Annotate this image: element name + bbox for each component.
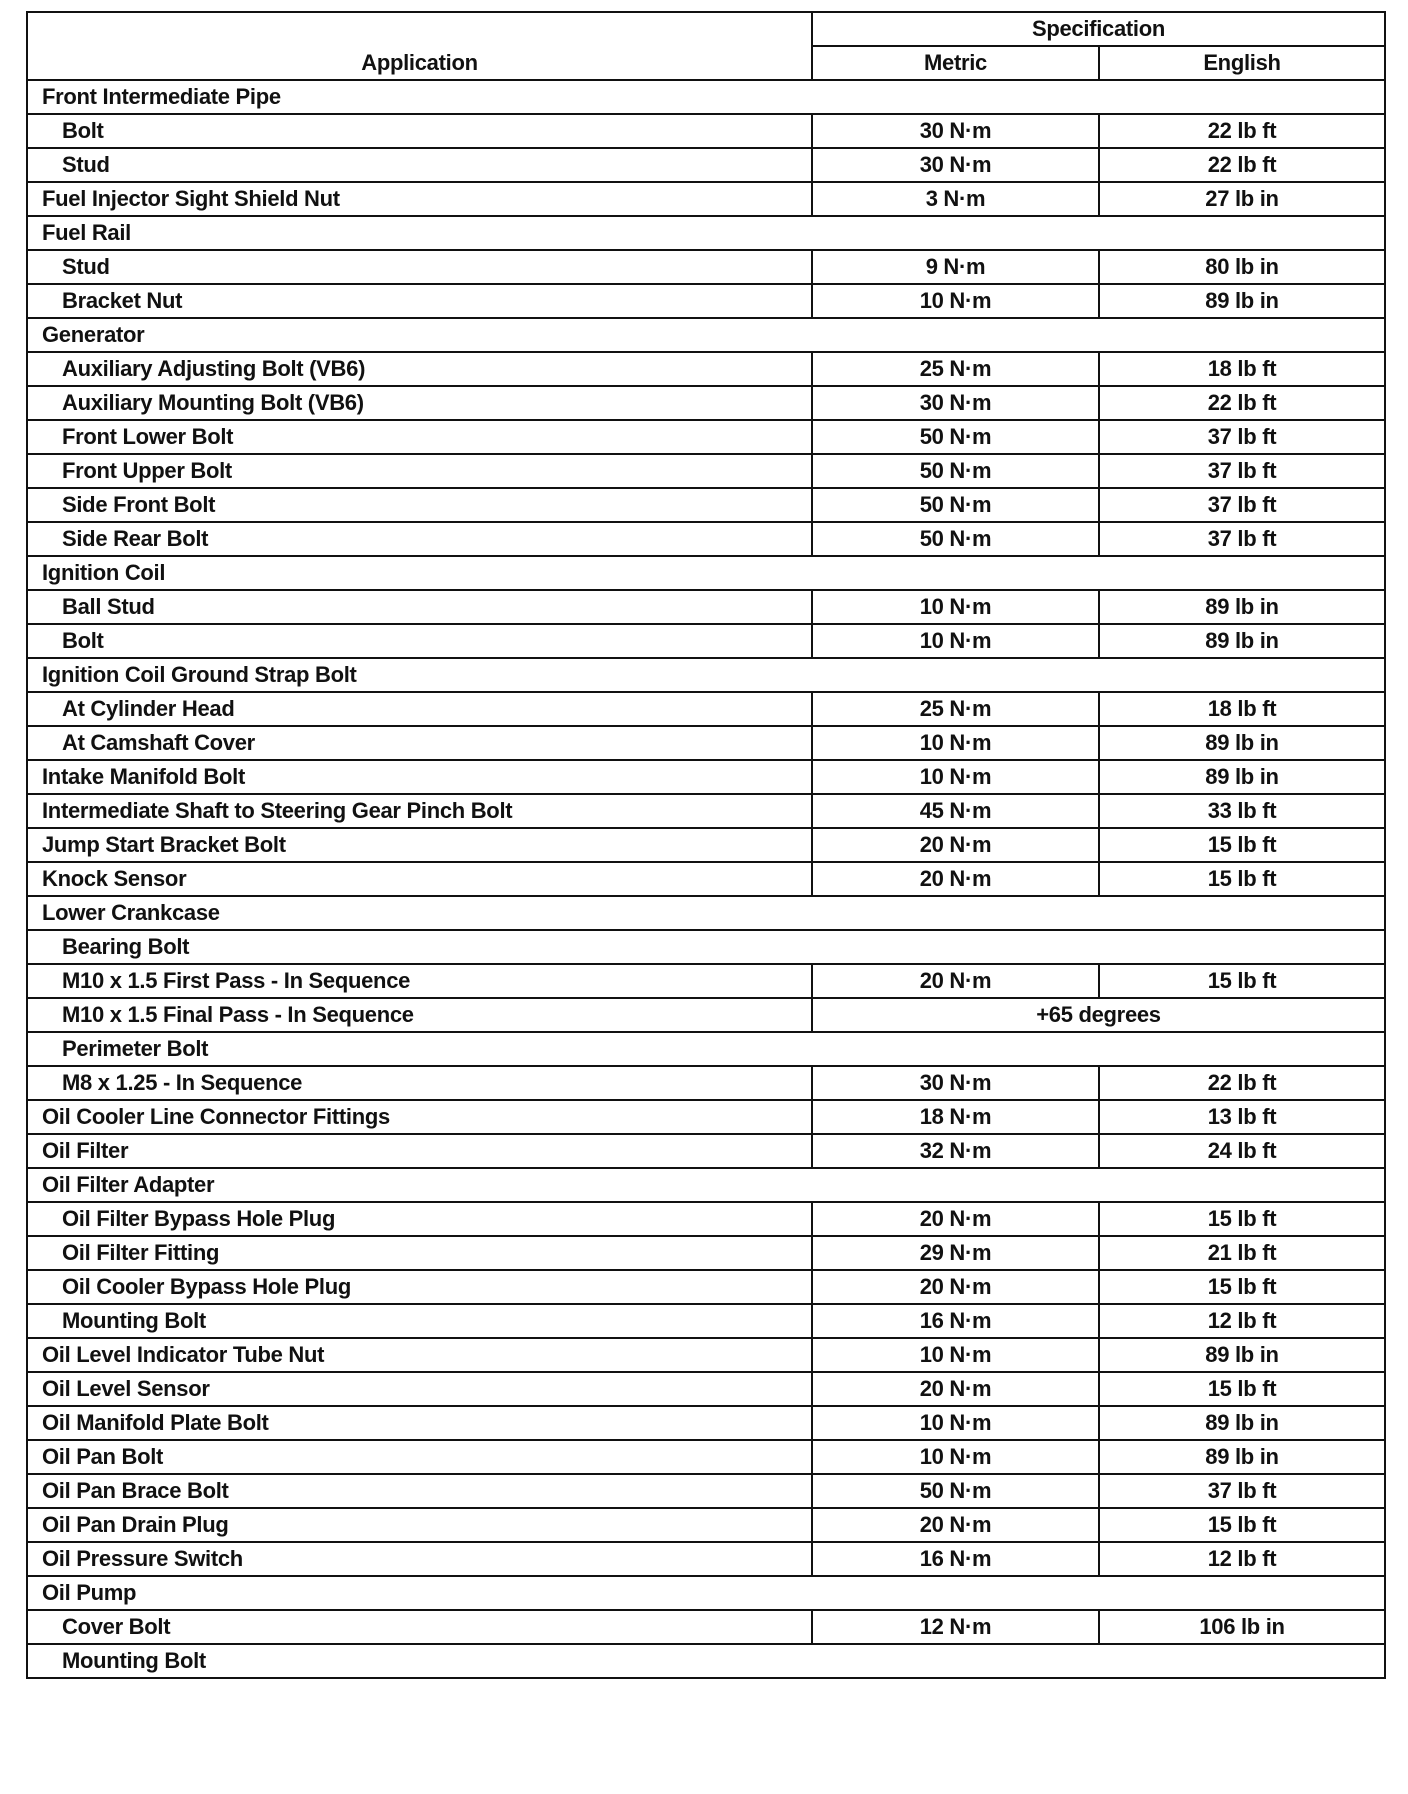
english-cell: 106 lb in xyxy=(1099,1610,1385,1644)
application-cell: Stud xyxy=(27,250,812,284)
english-cell: 37 lb ft xyxy=(1099,420,1385,454)
application-cell: Stud xyxy=(27,148,812,182)
group-header-row xyxy=(27,658,1385,692)
english-cell: 21 lb ft xyxy=(1099,1236,1385,1270)
english-cell: 24 lb ft xyxy=(1099,1134,1385,1168)
table-row xyxy=(27,454,1385,488)
metric-cell: 9 N·m xyxy=(812,250,1099,284)
group-header-row xyxy=(27,216,1385,250)
table-body xyxy=(27,80,1385,1678)
table-row xyxy=(27,420,1385,454)
metric-cell: 30 N·m xyxy=(812,386,1099,420)
group-header-row xyxy=(27,1168,1385,1202)
metric-cell: 12 N·m xyxy=(812,1610,1099,1644)
table-row xyxy=(27,148,1385,182)
english-cell: 15 lb ft xyxy=(1099,1508,1385,1542)
table-row xyxy=(27,862,1385,896)
application-cell: Perimeter Bolt xyxy=(27,1032,1385,1066)
english-cell: 15 lb ft xyxy=(1099,862,1385,896)
metric-cell: 50 N·m xyxy=(812,420,1099,454)
group-header-row xyxy=(27,1032,1385,1066)
english-cell: 37 lb ft xyxy=(1099,488,1385,522)
application-cell: Oil Pressure Switch xyxy=(27,1542,812,1576)
group-header-row xyxy=(27,1576,1385,1610)
metric-cell: 50 N·m xyxy=(812,522,1099,556)
metric-cell: 10 N·m xyxy=(812,624,1099,658)
table-row xyxy=(27,828,1385,862)
group-header-row xyxy=(27,318,1385,352)
application-cell: Generator xyxy=(27,318,1385,352)
table-row xyxy=(27,1610,1385,1644)
table-header xyxy=(27,12,1385,80)
table-row xyxy=(27,1372,1385,1406)
english-cell: 12 lb ft xyxy=(1099,1304,1385,1338)
metric-cell: 30 N·m xyxy=(812,148,1099,182)
application-cell: Oil Pump xyxy=(27,1576,1385,1610)
application-cell: Oil Filter Bypass Hole Plug xyxy=(27,1202,812,1236)
english-cell: 15 lb ft xyxy=(1099,828,1385,862)
table-row xyxy=(27,488,1385,522)
english-cell: 15 lb ft xyxy=(1099,964,1385,998)
metric-cell: 10 N·m xyxy=(812,726,1099,760)
table-row xyxy=(27,998,1385,1032)
english-cell: 37 lb ft xyxy=(1099,454,1385,488)
table-row xyxy=(27,386,1385,420)
application-cell: Fuel Rail xyxy=(27,216,1385,250)
table-row xyxy=(27,522,1385,556)
english-cell: 80 lb in xyxy=(1099,250,1385,284)
application-cell: Auxiliary Mounting Bolt (VB6) xyxy=(27,386,812,420)
application-cell: Ignition Coil Ground Strap Bolt xyxy=(27,658,1385,692)
application-cell: M10 x 1.5 First Pass - In Sequence xyxy=(27,964,812,998)
table-row xyxy=(27,1474,1385,1508)
english-cell: 13 lb ft xyxy=(1099,1100,1385,1134)
metric-cell: 20 N·m xyxy=(812,1270,1099,1304)
metric-cell: 16 N·m xyxy=(812,1542,1099,1576)
english-cell: 89 lb in xyxy=(1099,284,1385,318)
english-cell: 89 lb in xyxy=(1099,1440,1385,1474)
english-cell: 22 lb ft xyxy=(1099,114,1385,148)
english-cell: 89 lb in xyxy=(1099,1338,1385,1372)
application-cell: Oil Manifold Plate Bolt xyxy=(27,1406,812,1440)
table-row xyxy=(27,352,1385,386)
metric-cell: 25 N·m xyxy=(812,692,1099,726)
application-cell: Oil Level Indicator Tube Nut xyxy=(27,1338,812,1372)
table-row xyxy=(27,114,1385,148)
english-cell: 18 lb ft xyxy=(1099,352,1385,386)
table-row xyxy=(27,1270,1385,1304)
table-row xyxy=(27,1440,1385,1474)
application-cell: Intake Manifold Bolt xyxy=(27,760,812,794)
metric-cell: 10 N·m xyxy=(812,590,1099,624)
application-cell: Oil Pan Drain Plug xyxy=(27,1508,812,1542)
table-row xyxy=(27,1508,1385,1542)
application-cell: Bolt xyxy=(27,624,812,658)
english-cell: 89 lb in xyxy=(1099,760,1385,794)
specification-column-header: Specification xyxy=(812,12,1385,46)
metric-cell: 50 N·m xyxy=(812,1474,1099,1508)
application-cell: Oil Filter xyxy=(27,1134,812,1168)
metric-cell: 50 N·m xyxy=(812,488,1099,522)
application-cell: Side Front Bolt xyxy=(27,488,812,522)
table-row xyxy=(27,182,1385,216)
english-cell: 18 lb ft xyxy=(1099,692,1385,726)
group-header-row xyxy=(27,556,1385,590)
application-cell: Lower Crankcase xyxy=(27,896,1385,930)
application-cell: Intermediate Shaft to Steering Gear Pinch Bolt xyxy=(27,794,812,828)
application-cell: Front Intermediate Pipe xyxy=(27,80,1385,114)
application-cell: Ignition Coil xyxy=(27,556,1385,590)
application-column-header: Application xyxy=(27,12,812,80)
application-cell: Oil Pan Bolt xyxy=(27,1440,812,1474)
application-cell: Bracket Nut xyxy=(27,284,812,318)
application-cell: Knock Sensor xyxy=(27,862,812,896)
application-cell: Bearing Bolt xyxy=(27,930,1385,964)
application-cell: Oil Cooler Line Connector Fittings xyxy=(27,1100,812,1134)
metric-cell: 10 N·m xyxy=(812,1338,1099,1372)
application-cell: Bolt xyxy=(27,114,812,148)
application-cell: Oil Cooler Bypass Hole Plug xyxy=(27,1270,812,1304)
application-cell: Side Rear Bolt xyxy=(27,522,812,556)
english-cell: 22 lb ft xyxy=(1099,1066,1385,1100)
english-cell: 12 lb ft xyxy=(1099,1542,1385,1576)
metric-cell: 10 N·m xyxy=(812,1406,1099,1440)
application-cell: Oil Pan Brace Bolt xyxy=(27,1474,812,1508)
metric-cell: 30 N·m xyxy=(812,114,1099,148)
application-cell: Jump Start Bracket Bolt xyxy=(27,828,812,862)
application-cell: Mounting Bolt xyxy=(27,1644,1385,1678)
metric-cell: 50 N·m xyxy=(812,454,1099,488)
application-cell: Oil Level Sensor xyxy=(27,1372,812,1406)
application-cell: Auxiliary Adjusting Bolt (VB6) xyxy=(27,352,812,386)
table-row xyxy=(27,590,1385,624)
table-row xyxy=(27,692,1385,726)
table-row xyxy=(27,1338,1385,1372)
metric-cell: 20 N·m xyxy=(812,1372,1099,1406)
application-cell: Mounting Bolt xyxy=(27,1304,812,1338)
application-cell: Oil Filter Adapter xyxy=(27,1168,1385,1202)
application-cell: Cover Bolt xyxy=(27,1610,812,1644)
english-cell: 15 lb ft xyxy=(1099,1270,1385,1304)
metric-cell: 20 N·m xyxy=(812,1202,1099,1236)
english-cell: 33 lb ft xyxy=(1099,794,1385,828)
metric-cell: 16 N·m xyxy=(812,1304,1099,1338)
english-cell: 89 lb in xyxy=(1099,624,1385,658)
table-row xyxy=(27,726,1385,760)
application-cell: Fuel Injector Sight Shield Nut xyxy=(27,182,812,216)
specification-cell: +65 degrees xyxy=(812,998,1385,1032)
english-cell: 37 lb ft xyxy=(1099,522,1385,556)
torque-spec-table xyxy=(26,11,1386,1679)
metric-cell: 20 N·m xyxy=(812,964,1099,998)
application-cell: M8 x 1.25 - In Sequence xyxy=(27,1066,812,1100)
metric-cell: 10 N·m xyxy=(812,284,1099,318)
metric-cell: 20 N·m xyxy=(812,1508,1099,1542)
metric-cell: 20 N·m xyxy=(812,862,1099,896)
metric-cell: 10 N·m xyxy=(812,760,1099,794)
metric-cell: 29 N·m xyxy=(812,1236,1099,1270)
application-cell: Front Lower Bolt xyxy=(27,420,812,454)
group-header-row xyxy=(27,80,1385,114)
english-cell: 27 lb in xyxy=(1099,182,1385,216)
english-cell: 89 lb in xyxy=(1099,1406,1385,1440)
english-cell: 37 lb ft xyxy=(1099,1474,1385,1508)
table-row xyxy=(27,1236,1385,1270)
table-row xyxy=(27,1100,1385,1134)
metric-cell: 32 N·m xyxy=(812,1134,1099,1168)
application-cell: At Camshaft Cover xyxy=(27,726,812,760)
table-row xyxy=(27,1304,1385,1338)
metric-cell: 20 N·m xyxy=(812,828,1099,862)
metric-cell: 18 N·m xyxy=(812,1100,1099,1134)
english-cell: 22 lb ft xyxy=(1099,386,1385,420)
english-cell: 15 lb ft xyxy=(1099,1372,1385,1406)
table-row xyxy=(27,1202,1385,1236)
application-cell: M10 x 1.5 Final Pass - In Sequence xyxy=(27,998,812,1032)
english-cell: 22 lb ft xyxy=(1099,148,1385,182)
table-row xyxy=(27,964,1385,998)
english-cell: 89 lb in xyxy=(1099,590,1385,624)
application-cell: Front Upper Bolt xyxy=(27,454,812,488)
table-row xyxy=(27,794,1385,828)
english-cell: 89 lb in xyxy=(1099,726,1385,760)
application-cell: At Cylinder Head xyxy=(27,692,812,726)
table-row xyxy=(27,1542,1385,1576)
metric-column-header: Metric xyxy=(812,46,1099,80)
table-row xyxy=(27,250,1385,284)
metric-cell: 10 N·m xyxy=(812,1440,1099,1474)
application-cell: Oil Filter Fitting xyxy=(27,1236,812,1270)
table-row xyxy=(27,1066,1385,1100)
table-row xyxy=(27,760,1385,794)
metric-cell: 45 N·m xyxy=(812,794,1099,828)
english-cell: 15 lb ft xyxy=(1099,1202,1385,1236)
group-header-row xyxy=(27,1644,1385,1678)
metric-cell: 30 N·m xyxy=(812,1066,1099,1100)
group-header-row xyxy=(27,896,1385,930)
table-row xyxy=(27,284,1385,318)
table-row xyxy=(27,624,1385,658)
table-row xyxy=(27,1406,1385,1440)
table-row xyxy=(27,1134,1385,1168)
metric-cell: 3 N·m xyxy=(812,182,1099,216)
metric-cell: 25 N·m xyxy=(812,352,1099,386)
application-cell: Ball Stud xyxy=(27,590,812,624)
group-header-row xyxy=(27,930,1385,964)
english-column-header: English xyxy=(1099,46,1385,80)
